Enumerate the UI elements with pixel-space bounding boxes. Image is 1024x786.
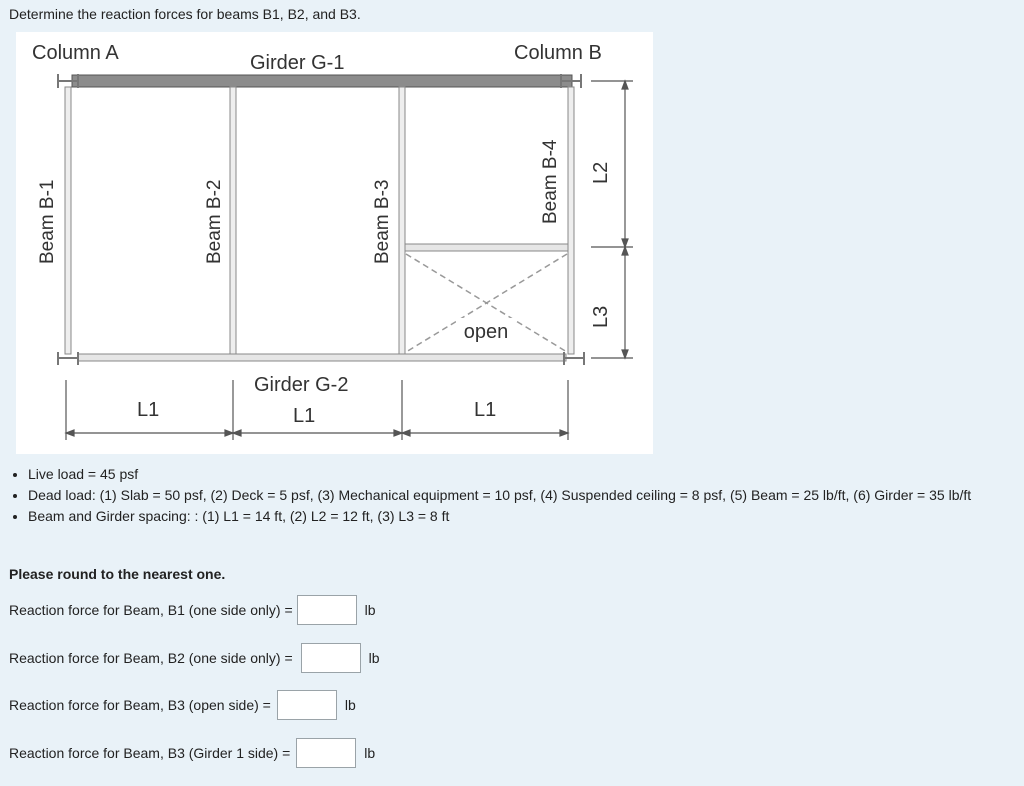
- given-dead-load: • Dead load: (1) Slab = 50 psf, (2) Deck = 5 psf, (3) Mechanical equipment = 10 psf, (4) Suspended ceiling = 8 psf, (5) Beam = 25 lb/ft, (6) Girder = 35 lb/ft: [28, 485, 1018, 506]
- open-label: open: [463, 321, 509, 343]
- rounding-instruction: Please round to the nearest one.: [9, 566, 226, 582]
- answer-b1-input[interactable]: [297, 595, 357, 625]
- framing-plan-drawing: [16, 32, 653, 454]
- answer-b3-open-input[interactable]: [277, 690, 337, 720]
- given-live-load: • Live load = 45 psf: [28, 464, 1018, 485]
- girder-g2-member: [78, 354, 566, 361]
- dim-l1-middle-label: L1: [293, 405, 316, 427]
- beam-b4-label: Beam B-4: [540, 139, 561, 224]
- beam-b3-label: Beam B-3: [372, 179, 393, 264]
- dim-l3-label: L3: [590, 305, 612, 328]
- given-spacing: • Beam and Girder spacing: : (1) L1 = 14 ft, (2) L2 = 12 ft, (3) L3 = 8 ft: [28, 506, 1018, 527]
- answer-b1-label: Reaction force for Beam, B1 (one side only) =: [9, 602, 293, 618]
- answer-b2-unit: lb: [368, 650, 380, 666]
- answer-row-b3-girder: [9, 735, 375, 771]
- answer-b1-unit: lb: [364, 602, 376, 618]
- girder-g2-label: Girder G-2: [254, 374, 349, 396]
- beam-b3-member: [399, 87, 405, 354]
- column-b-label: Column B: [514, 42, 602, 64]
- answer-b3-girder-unit: lb: [364, 745, 376, 761]
- beam-b1-label: Beam B-1: [37, 179, 58, 264]
- girder-g1-member: [72, 75, 572, 87]
- answer-b3-open-unit: lb: [344, 697, 356, 713]
- answer-b2-input[interactable]: [301, 643, 361, 673]
- answer-row-b2: [9, 640, 380, 676]
- girder-g1-label: Girder G-1: [250, 52, 345, 74]
- beam-b2-label: Beam B-2: [204, 179, 225, 264]
- dim-l1-right-label: L1: [474, 399, 497, 421]
- answer-row-b1: [9, 592, 376, 628]
- dim-l2-label: L2: [590, 161, 612, 184]
- dim-l1-left-label: L1: [137, 399, 160, 421]
- answer-b3-girder-input[interactable]: [296, 738, 356, 768]
- answer-row-b3-open: [9, 687, 356, 723]
- answer-b3-girder-label: Reaction force for Beam, B3 (Girder 1 side) =: [9, 745, 291, 761]
- beam-b4-member: [568, 87, 574, 354]
- beam-b2-member: [230, 87, 236, 354]
- question-text: Determine the reaction forces for beams B1, B2, and B3.: [9, 6, 361, 22]
- framing-plan-figure: [16, 32, 653, 454]
- column-a-label: Column A: [32, 42, 119, 64]
- answer-b3-open-label: Reaction force for Beam, B3 (open side) =: [9, 697, 271, 713]
- beam-b1-member: [65, 87, 71, 354]
- answer-b2-label: Reaction force for Beam, B2 (one side only) =: [9, 650, 293, 666]
- infill-beam-member: [405, 244, 568, 251]
- givens-list: [0, 464, 1018, 527]
